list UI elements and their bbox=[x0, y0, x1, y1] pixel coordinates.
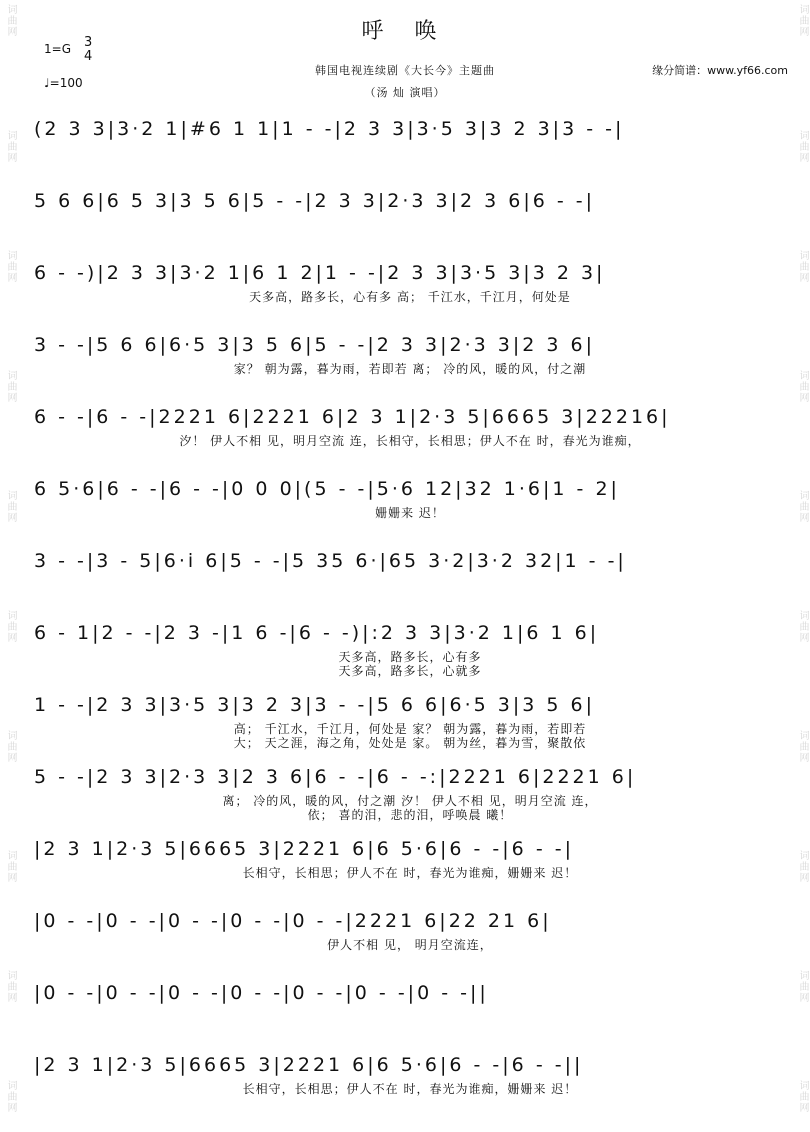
watermark-right-8: 词曲网 bbox=[797, 850, 808, 883]
watermark-left-9: 词曲网 bbox=[5, 970, 16, 1003]
watermark-right-5: 词曲网 bbox=[797, 490, 808, 523]
lyric-line: 长相守，长相思；伊人不在 时，春光为谁痴，姗姗来 迟！ bbox=[242, 866, 578, 880]
lyric-line: 天多高，路多长，心就多 bbox=[338, 664, 482, 678]
notation-row: 5 6 6|6 5 3|3 5 6|5 - -|2 3 3|2·3 3|2 3 6|6 - -| bbox=[34, 190, 596, 212]
notation-row: 6 5·6|6 - -|6 - -|0 0 0|(5 - -|5·6 12|32 1·6|1 - 2| bbox=[34, 478, 620, 500]
notation-row: |0 - -|0 - -|0 - -|0 - -|0 - -|2221 6|22 21 6| bbox=[34, 910, 552, 932]
watermark-right-9: 词曲网 bbox=[797, 970, 808, 1003]
notation-row: (2 3 3|3·2 1|#6 1 1|1 - -|2 3 3|3·5 3|3 2 3|3 - -| bbox=[34, 118, 625, 140]
lyric-line: 长相守，长相思；伊人不在 时，春光为谁痴，姗姗来 迟！ bbox=[242, 1082, 578, 1096]
notation-row: 6 - -)|2 3 3|3·2 1|6 1 2|1 - -|2 3 3|3·5 3|3 2 3| bbox=[34, 262, 606, 284]
notation-row: 6 - -|6 - -|2221 6|2221 6|2 3 1|2·3 5|6665 3|22216| bbox=[34, 406, 671, 428]
watermark-left-4: 词曲网 bbox=[5, 370, 16, 403]
notation-row: 3 - -|3 - 5|6·i 6|5 - -|5 35 6·|65 3·2|3·2 32|1 - -| bbox=[34, 550, 627, 572]
notation-row: |2 3 1|2·3 5|6665 3|2221 6|6 5·6|6 - -|6 - -|| bbox=[34, 1054, 584, 1076]
watermark-left-5: 词曲网 bbox=[5, 490, 16, 523]
watermark-right-2: 词曲网 bbox=[797, 130, 808, 163]
lyric-line: 汐！ 伊人不相 见，明月空流 连，长相守，长相思；伊人不在 时，春光为谁痴， bbox=[179, 434, 641, 448]
watermark-left-10: 词曲网 bbox=[5, 1080, 16, 1113]
watermark-left-7: 词曲网 bbox=[5, 730, 16, 763]
singer-credit: （汤 灿 演唱） bbox=[364, 86, 446, 99]
source-credit: 缘分简谱：www.yf66.com bbox=[652, 64, 788, 77]
lyric-line: 伊人不相 见， 明月空流连， bbox=[327, 938, 493, 952]
lyric-line: 依； 喜的泪，悲的泪，呼唤晨 曦！ bbox=[307, 808, 513, 822]
lyric-line: 家？ 朝为露，暮为雨，若即若 离； 冷的风，暖的风，付之潮 bbox=[233, 362, 587, 376]
watermark-left-2: 词曲网 bbox=[5, 130, 16, 163]
time-signature bbox=[84, 36, 92, 64]
watermark-right-7: 词曲网 bbox=[797, 730, 808, 763]
watermark-right-1: 词曲网 bbox=[797, 4, 808, 37]
watermark-right-4: 词曲网 bbox=[797, 370, 808, 403]
watermark-right-10: 词曲网 bbox=[797, 1080, 808, 1113]
watermark-left-6: 词曲网 bbox=[5, 610, 16, 643]
notation-row: 6 - 1|2 - -|2 3 -|1 6 -|6 - -)|:2 3 3|3·2 1|6 1 6| bbox=[34, 622, 600, 644]
lyric-line: 姗姗来 迟！ bbox=[375, 506, 445, 520]
lyric-line: 天多高，路多长，心有多 bbox=[338, 650, 482, 664]
song-subtitle: 韩国电视连续剧《大长今》主题曲 bbox=[315, 64, 495, 77]
notation-row: 3 - -|5 6 6|6·5 3|3 5 6|5 - -|2 3 3|2·3 3|2 3 6| bbox=[34, 334, 596, 356]
notation-row: 1 - -|2 3 3|3·5 3|3 2 3|3 - -|5 6 6|6·5 3|3 5 6| bbox=[34, 694, 596, 716]
notation-row: |0 - -|0 - -|0 - -|0 - -|0 - -|0 - -|0 - -|| bbox=[34, 982, 489, 1004]
tempo-marking: ♩=100 bbox=[44, 76, 83, 90]
watermark-right-6: 词曲网 bbox=[797, 610, 808, 643]
lyric-line: 高； 千江水，千江月，何处是 家？ 朝为露，暮为雨，若即若 bbox=[233, 722, 587, 736]
lyric-line: 大； 天之涯，海之角，处处是 家。 朝为丝，暮为雪，聚散依 bbox=[233, 736, 587, 750]
watermark-right-3: 词曲网 bbox=[797, 250, 808, 283]
song-title: 呼 唤 bbox=[361, 19, 449, 44]
time-signature-bottom: 4 bbox=[84, 49, 93, 64]
watermark-left-8: 词曲网 bbox=[5, 850, 16, 883]
notation-row: |2 3 1|2·3 5|6665 3|2221 6|6 5·6|6 - -|6 - -| bbox=[34, 838, 574, 860]
key-signature: 1=G bbox=[44, 42, 71, 56]
watermark-left-1: 词曲网 bbox=[5, 4, 16, 37]
lyric-line: 天多高，路多长，心有多 高； 千江水，千江月，何处是 bbox=[249, 290, 571, 304]
lyric-line: 离； 冷的风，暖的风，付之潮 汐！ 伊人不相 见，明月空流 连， bbox=[222, 794, 598, 808]
time-signature-top: 3 bbox=[84, 35, 93, 50]
notation-row: 5 - -|2 3 3|2·3 3|2 3 6|6 - -|6 - -:|2221 6|2221 6| bbox=[34, 766, 637, 788]
watermark-left-3: 词曲网 bbox=[5, 250, 16, 283]
